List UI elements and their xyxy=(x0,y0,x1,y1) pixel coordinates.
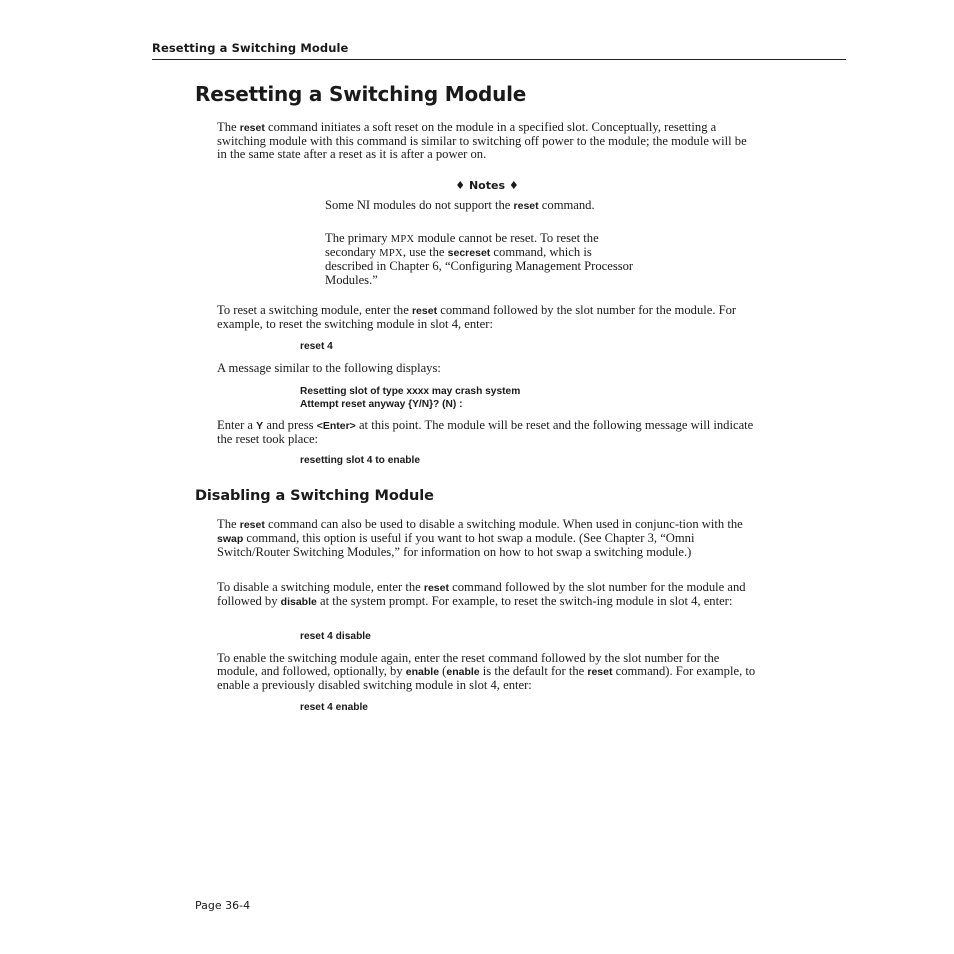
note-item: Some NI modules do not support the reset command. xyxy=(325,198,595,212)
command-reset: reset xyxy=(239,519,265,531)
command-reset: reset xyxy=(411,305,438,317)
code-example: reset 4 disable xyxy=(300,631,371,642)
command-reset: reset xyxy=(513,200,539,212)
header-rule xyxy=(152,59,846,60)
command-reset: reset xyxy=(239,122,265,134)
command-enable: enable xyxy=(446,666,480,679)
command-swap: swap xyxy=(217,533,244,546)
command-reset: reset xyxy=(423,582,449,594)
body-paragraph: The reset command can also be used to disable a switching module. When used in conjunc-tion with the swap command, this option is useful if you want to hot swap a module. (See Chapter 3, “Omni Switch/Router Switching Modules,” for information on how to hot swap a switching module.) xyxy=(217,517,743,560)
command-y: Y xyxy=(256,420,264,432)
command-disable: disable xyxy=(280,596,317,609)
code-example: reset 4 xyxy=(300,341,333,352)
code-example: reset 4 enable xyxy=(300,702,368,713)
code-example: Resetting slot of type xxxx may crash system Attempt reset anyway {Y/N}? (N) : xyxy=(300,386,521,410)
notes-heading: ♦ Notes ♦ xyxy=(455,179,519,192)
command-enter-key: <Enter> xyxy=(316,420,356,432)
code-example: resetting slot 4 to enable xyxy=(300,455,421,466)
command-reset: reset xyxy=(587,666,613,679)
body-paragraph: A message similar to the following displays: xyxy=(217,361,441,375)
page-number: Page 36-4 xyxy=(195,899,251,912)
subsection-title: Disabling a Switching Module xyxy=(195,488,434,504)
running-header: Resetting a Switching Module xyxy=(152,41,349,55)
command-secreset: secreset xyxy=(447,247,491,260)
body-paragraph: To enable the switching module again, enter the reset command followed by the slot number for the module, and followed, optionally, by enable (enable is the default for the reset command). For example, to enable a previously disabled switching module in slot 4, enter: xyxy=(217,651,756,693)
body-paragraph: To disable a switching module, enter the reset command followed by the slot number for the module and followed by disable at the system prompt. For example, to reset the switch-ing module in slot 4, enter: xyxy=(217,580,746,609)
intro-paragraph: The reset command initiates a soft reset on the module in a specified slot. Conceptually, resetting a switching module with this command is similar to switching off power to the module; the module will be in the same state after a reset as it is after a power on. xyxy=(217,120,747,162)
body-paragraph: To reset a switching module, enter the reset command followed by the slot number for the module. For example, to reset the switching module in slot 4, enter: xyxy=(217,303,737,332)
note-item: The primary MPX module cannot be reset. To reset the secondary MPX, use the secreset command, which is described in Chapter 6, “Configuring Management Processor Modules.” xyxy=(325,231,634,287)
section-title: Resetting a Switching Module xyxy=(195,82,527,106)
command-enable: enable xyxy=(405,666,440,679)
body-paragraph: Enter a Y and press <Enter> at this point. The module will be reset and the following message will indicate the reset took place: xyxy=(217,418,754,447)
